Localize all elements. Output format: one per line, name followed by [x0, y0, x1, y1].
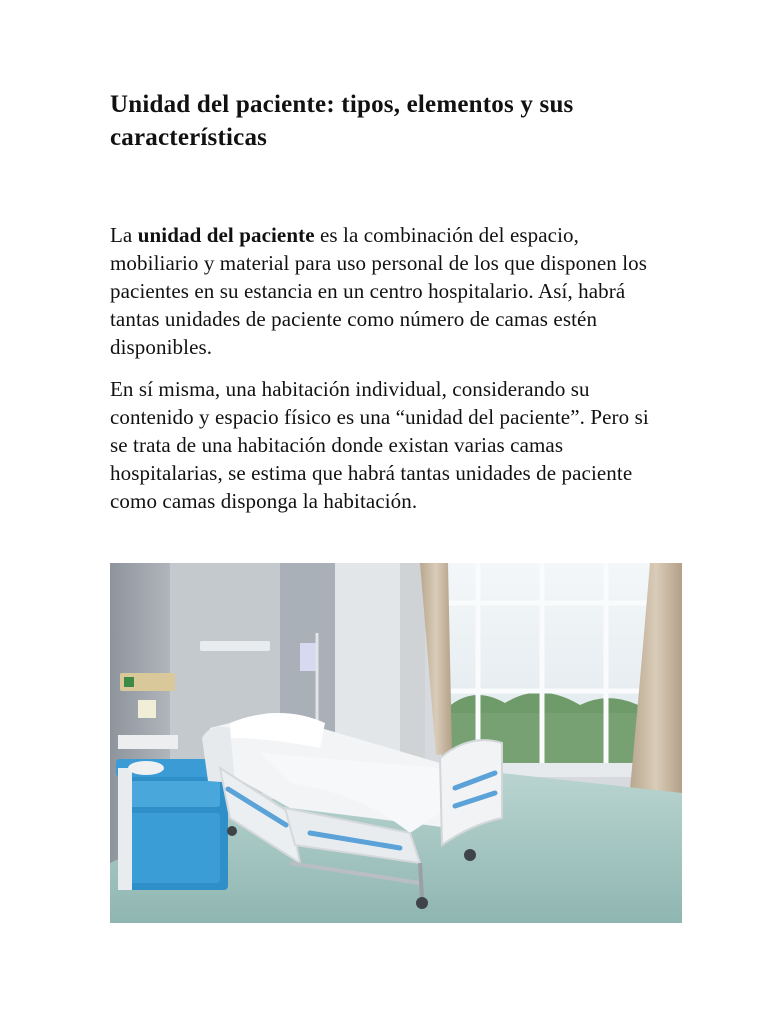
paragraph-intro-rest: es la combinación del espacio, mobiliario y material para uso personal de los que disponen los pacientes en su estancia en un centro hospitalario. Así, habrá tantas unidades de paciente como número de camas estén disponibles. [110, 223, 648, 359]
paragraph-second: En sí misma, una habitación individual, considerando su contenido y espacio físico es una “unidad del paciente”. Pero si se trata de una habitación donde existan varias camas hospitalarias, se estima que habrá tantas unidades de paciente como camas disponga la habitación. [110, 377, 649, 513]
hospital-room-photo [110, 563, 682, 923]
paragraph-intro-prefix: La [110, 223, 138, 247]
paragraph-intro [110, 221, 670, 361]
paragraph-intro-bold-term: unidad del paciente [137, 223, 315, 247]
document-title: Unidad del paciente: tipos, elementos y sus características [110, 91, 574, 151]
